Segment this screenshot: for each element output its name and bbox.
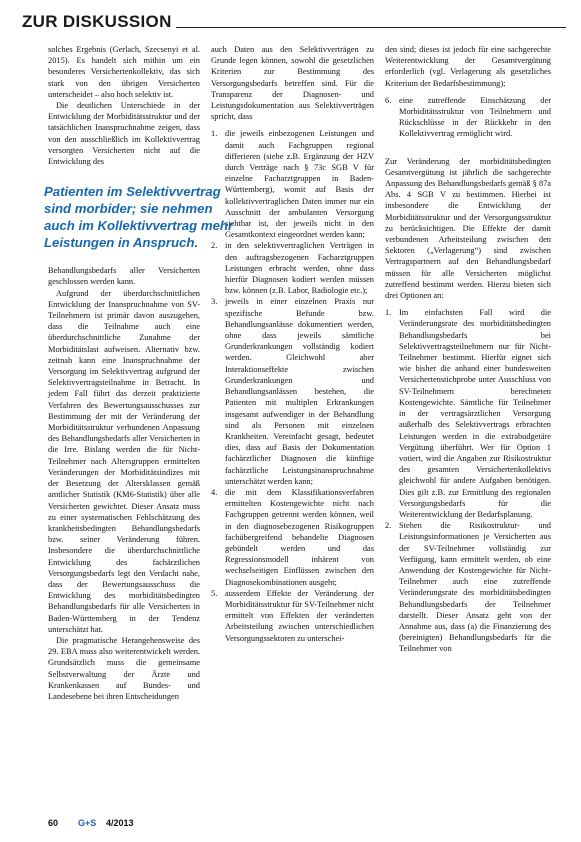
list-number: 1.	[211, 129, 218, 139]
paragraph: Zur Veränderung der morbiditätsbedingten Gesamtvergütung ist jährlich die sachgerechte Anpassung des Behandlungsbedarfs gemäß § 87a Abs. 4 SGB V zu bestimmen. Hierbei ist insbesondere die Entwicklung der Morbiditätsstruktur und der Versorgungsstruktur zu berücksichtigen. Die Effekte der damit verbundenen Arbeitsteilung zwischen den Sektoren („Verlagerung“) sind zwischen Vertragspartnern auf den Behandlungsbedarf müssen für alle Versicherten möglichst zutreffend bestimmt werden. Hierzu bieten sich drei Optionen an:	[385, 156, 551, 301]
page-footer	[48, 818, 551, 832]
list-number: 2.	[211, 241, 218, 251]
list-item	[211, 487, 374, 588]
list-item	[385, 520, 551, 654]
paragraph: den sind; dieses ist jedoch für eine sachgerechte Weiterentwicklung der Gesamtvergütung erforderlich (vgl. Verlagerung als gesetzliches Kriterium der Bedarfsbestimmung);	[385, 45, 551, 88]
list-text: eine zutreffende Einschätzung der Morbiditätsstruktur von Teilnehmern und Rückschlüsse in der Rückkehr in den Kollektivvertrag ermöglicht wird.	[399, 95, 551, 139]
numbered-list	[211, 128, 374, 643]
paragraph: Die pragmatische Herangehensweise des 29. EBA muss also weiterentwickelt werden. Grundsätzlich muss die gemeinsame Selbstverwaltung der Ärzte und Krankenkassen auf Bundes- und Landesebene bei ihren Entscheidungen	[48, 635, 200, 701]
page-number: 60	[48, 818, 59, 828]
list-item	[211, 240, 374, 296]
list-number: 5.	[211, 588, 218, 598]
paragraph: auch Daten aus den Selektivverträgen zu Grunde legen können, sowohl die gesetzlichen Kriterien zur Bestimmung des Versorgungsbedarfs betreffen sind. Für die Transparenz der Diagnosen- und Leistungsdokumentation aus Selektivverträgen spricht, dass	[211, 45, 374, 122]
column-1	[44, 44, 234, 702]
issue-number: 4/2013	[106, 818, 134, 828]
list-text: jeweils in einer einzelnen Praxis nur spezifische Befunde bzw. Behandlungsanlässe dokumentiert werden, ohne dass jeweils sämtliche Grunderkrankungen vollständig kodiert werden. Gleichwohl aber Interaktionseffekte zwischen Grunderkrankungen und Behandlungsanlässen bestehen, die Patienten mit multiplen Erkrankungen insgesamt aufwendiger in der Behandlung sind als Personen mit einzelnen Krankheiten. Vereinfacht gesagt, bedeutet dies, dass auf Basis der Dokumentation fachärztlicher Diagnosen die künftige fachärztliche Leistungsinanspruchnahme unterschätzt werden kann;	[225, 297, 374, 486]
list-text: die mit dem Klassifikationsverfahren ermittelten Kostengewichte nicht nach Fachgruppen getrennt werden können, weil in den diagnosebezogenen Risikogruppen fachübergreifend behandelte Diagnosen gebündelt werden und das Regressionsmodell inhärent von wechselseitigen Einflüssen zwischen den Diagnosekombinationen ausgeht;	[225, 487, 374, 587]
list-text: Stehen die Risikostruktur- und Leistungsinformationen je Versicherten aus der SV-Teilnehmer vollständig zur Verfügung, kann ermittelt werden, ob eine Anwendung der Kostengewichte für Nicht-Teilnehmer auch eine zutreffende Veränderungsrate des morbiditätsbedingten Behandlungsbedarfs der Teilnehmer darstellt. Dieser Ansatz geht von der Annahme aus, dass (a) die Finanzierung des (bereinigten) Behandlungsbedarfs für die Teilnehmer von	[399, 521, 551, 654]
list-item	[211, 588, 374, 644]
page-header	[22, 12, 566, 36]
pull-quote: Patienten im Selektivvertrag sind morbider; sie nehmen auch im Kollektivvertrag mehr Leistungen in Anspruch.	[44, 184, 234, 251]
list-text: in den selektivvertraglichen Verträgen in den auftragsbezogenen Facharztgruppen Leistungen erbracht werden, ohne dass hierfür Diagnosen kodiert werden müssen bzw. können (z.B. Labor, Radiologie etc.);	[225, 241, 374, 296]
journal-logo: G+S	[78, 818, 97, 828]
list-number: 6.	[385, 95, 392, 105]
numbered-list	[385, 307, 551, 654]
list-number: 3.	[211, 297, 218, 307]
list-text: ausserdem Effekte der Veränderung der Morbiditätsstruktur für SV-Teilnehmer nicht ermittelt von Effekten der veränderten Arbeitsteilung zwischen unterschiedlichen Versorgungssektoren zu unterschei-	[225, 588, 374, 643]
column-3	[385, 44, 551, 661]
numbered-list	[385, 95, 551, 140]
paragraph: Aufgrund der überdurchschnittlichen Entwicklung der Inanspruchnahme von SV-Teilnehmern ist primär davon auszugehen, dass die Teilnahme auch eine überdurchschnittliche Zunahme der Morbiditätslast aufweisen. Alternativ bzw. zeitnah kann eine Inanspruchnahme der Versorgung im Selektivvertrag aufgrund der Selektivvertragsteilnahme in Betracht. In jedem Fall führt das derzeit praktizierte Verfahren des Bewertungsausschusses zur Bestimmung der mit der Veränderung der Morbiditätsstruktur verbundenen Anpassung des Behandlungsbedarfs aller Versicherten in die Irre. Bislang werden die für Nicht-Teilnehmer nach Altersgruppen ermittelten Veränderungen der Morbiditätsindizes mit der Besetzung der Altersklassen gemäß amtlicher Statistik (KM6-Statistik) über alle Versicherten gewichtet. Dieser Ansatz muss zu einer systematischen Fehlschätzung des krankheitsbedingten Behandlungsbedarfs bzw. seiner Veränderung führen. Insbesondere die überdurchschnittliche Entwicklung des fachärztlichen Versorgungsbedarfs legt den Verdacht nahe, dass der Bewertungsausschuss die Entwicklung des morbiditätsbedingten Behandlungsbedarfs für alle Versicherten in Baden-Württemberg in der Tendenz unterschätzt hat.	[48, 288, 200, 634]
list-number: 4.	[211, 487, 218, 497]
list-item	[211, 296, 374, 486]
list-number: 2.	[385, 521, 392, 531]
list-text: die jeweils einbezogenen Leistungen und damit auch Fachgruppen regional differieren (siehe z.B. Ergänzung der HZV durch Verträge nach § 73c SGB V für einzelne Facharztgruppen in Baden-Württemberg), womit auf Basis der kollektivvertraglichen Daten immer nur ein Ausschnitt der ambulanten Versorgung sichtbar ist, der jeweils nicht in den Gesamtkontext eingeordnet werden kann;	[225, 129, 374, 240]
list-number: 1.	[385, 308, 392, 318]
column-2	[211, 44, 374, 650]
paragraph: solches Ergebnis (Gerlach, Szecsenyi et al. 2015). Es handelt sich mithin um ein besonderes Versichertenkollektiv, das sich stark von den übrigen Versicherten unterscheidet – also hoch selektiv ist.	[48, 45, 200, 99]
list-item	[211, 128, 374, 240]
list-text: Im einfachsten Fall wird die Veränderungsrate des morbiditätsbedingten Behandlungsbedarfs bei Selektivvertragsteilnehmern nur für Nicht-Teilnehmer bestimmt. Hierfür eignet sich wie bisher die anhand einer bundesweiten Versichertenstichprobe unter Ausschluss von SV-Teilnehmern berechneten Kostengewichte. Sämtliche für Teilnehmer in der vertragsärztlichen Versorgung außerhalb des Selektivvertrags erbrachten Leistungen werden in die extrabudgetäre Vergütung überführt. Wer für Option 1 votiert, wird die Angaben zur Risikostruktur des gesamten Versichertenkollektivs gleichwohl für andere Aufgaben benötigen. Dies gilt z.B. zur Ermittlung des regionalen Versorgungsbedarfs für die Weiterentwicklung der Bedarfsplanung.	[399, 308, 551, 519]
list-item	[385, 307, 551, 520]
list-item	[385, 95, 551, 140]
section-title: ZUR DISKUSSION	[22, 12, 176, 32]
paragraph: Die deutlichen Unterschiede in der Entwicklung der Morbiditätsstruktur und der tatsächlichen Inanspruchnahme zeigen, dass von den ausschließlich im Kollektivvertrag versorgten Versicherten nicht auf die Entwicklung des	[48, 101, 200, 167]
paragraph: Behandlungsbedarfs aller Versicherten geschlossen werden kann.	[48, 266, 200, 287]
